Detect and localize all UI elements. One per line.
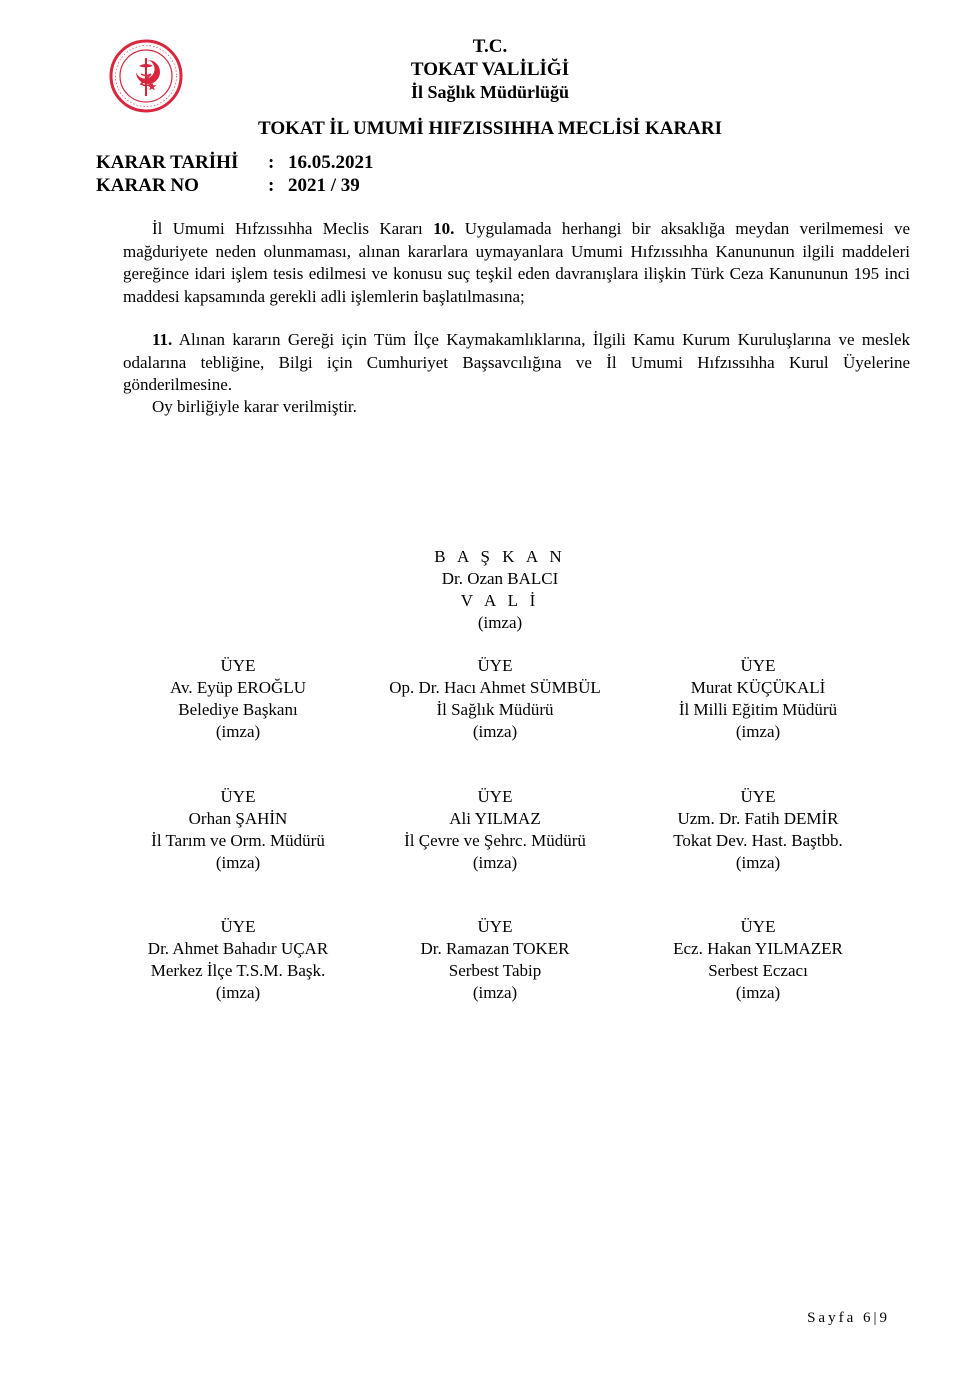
member-name: Av. Eyüp EROĞLU <box>170 678 306 697</box>
member-role: ÜYE <box>740 917 776 936</box>
member-signature-block <box>365 655 625 743</box>
member-signature-block <box>108 916 368 1004</box>
paragraph-11-text: Alınan kararın Gereği için Tüm İlçe Kaymakamlıklarına, İlgili Kamu Kurum Kuruluşlarına ve meslek odalarına tebliğine, Bilgi için Cumhuriyet Başsavcılığına ve İl Umumi Hıfzıssıhha Kurul Üyelerine gönderilmesine. <box>123 330 910 394</box>
member-title: Serbest Eczacı <box>708 961 808 980</box>
header-line-1: T.C. <box>472 36 508 57</box>
president-sign: (imza) <box>477 613 523 632</box>
paragraph-10-text: Uygulamada herhangi bir aksaklığa meydan verilmemesi ve mağduriyete neden olunmaması, alınan kararlara uymayanlara Umumi Hıfzıssıhha Kanununun ilgili maddeleri gereğince idari işlem tesis edilmesi ve konusu suç teşkil eden davranışlara ilişkin Türk Ceza Kanununun 195 inci maddesi kapsamında gerekli adli işlemlerin başlatılmasına; <box>123 219 910 306</box>
page-separator: | <box>873 1310 880 1326</box>
member-title: İl Milli Eğitim Müdürü <box>678 700 838 719</box>
member-signature-block <box>108 655 368 743</box>
unanimous-decision-text: Oy birliğiyle karar verilmiştir. <box>152 397 357 416</box>
member-signature-block <box>365 786 625 874</box>
member-signature-block <box>108 786 368 874</box>
ministry-of-health-emblem-icon <box>108 38 184 114</box>
member-name: Dr. Ramazan TOKER <box>420 939 570 958</box>
member-title: Tokat Dev. Hast. Baştbb. <box>673 831 843 850</box>
member-role: ÜYE <box>220 917 256 936</box>
member-sign: (imza) <box>735 722 781 741</box>
member-sign: (imza) <box>735 983 781 1002</box>
president-title: V A L İ <box>460 591 540 610</box>
member-sign: (imza) <box>215 722 261 741</box>
header-line-3: İl Sağlık Müdürlüğü <box>410 82 570 102</box>
member-title: Merkez İlçe T.S.M. Başk. <box>150 961 326 980</box>
member-title: Belediye Başkanı <box>178 700 298 719</box>
member-sign: (imza) <box>215 983 261 1002</box>
member-title: Serbest Tabip <box>448 961 542 980</box>
member-name: Uzm. Dr. Fatih DEMİR <box>677 809 839 828</box>
header-line-2: TOKAT VALİLİĞİ <box>410 59 570 80</box>
member-role: ÜYE <box>477 917 513 936</box>
page-current: 6 <box>862 1310 874 1326</box>
member-name: Murat KÜÇÜKALİ <box>690 678 826 697</box>
president-name: Dr. Ozan BALCI <box>441 569 559 588</box>
decision-number-separator: : <box>268 175 275 196</box>
member-name: Ecz. Hakan YILMAZER <box>673 939 843 958</box>
member-signature-block <box>628 916 888 1004</box>
decision-date-separator: : <box>268 152 275 173</box>
member-sign: (imza) <box>472 853 518 872</box>
member-role: ÜYE <box>220 656 256 675</box>
paragraph-11-number: 11. <box>152 330 173 349</box>
member-name: Op. Dr. Hacı Ahmet SÜMBÜL <box>389 678 601 697</box>
member-sign: (imza) <box>472 983 518 1002</box>
page-total: 9 <box>879 1310 890 1326</box>
page-label: Sayfa <box>807 1310 857 1326</box>
member-role: ÜYE <box>477 656 513 675</box>
decision-title: TOKAT İL UMUMİ HIFZISSIHHA MECLİSİ KARARI <box>257 118 722 139</box>
member-role: ÜYE <box>740 787 776 806</box>
member-role: ÜYE <box>477 787 513 806</box>
page-number <box>807 1310 890 1327</box>
member-signature-block <box>365 916 625 1004</box>
paragraph-11 <box>123 329 910 397</box>
member-name: Orhan ŞAHİN <box>188 809 288 828</box>
decision-number-label: KARAR NO <box>96 175 199 196</box>
member-role: ÜYE <box>220 787 256 806</box>
member-title: İl Sağlık Müdürü <box>436 700 554 719</box>
president-role: B A Ş K A N <box>434 547 566 566</box>
member-name: Dr. Ahmet Bahadır UÇAR <box>147 939 329 958</box>
president-signature-block <box>380 546 620 634</box>
member-title: İl Çevre ve Şehrc. Müdürü <box>404 831 586 850</box>
member-sign: (imza) <box>215 853 261 872</box>
paragraph-10 <box>123 218 910 308</box>
member-name: Ali YILMAZ <box>449 809 541 828</box>
paragraph-10-prefix: İl Umumi Hıfzıssıhha Meclis Kararı <box>152 219 434 238</box>
paragraph-10-number: 10. <box>433 219 455 238</box>
decision-number-value: 2021 / 39 <box>288 175 360 196</box>
member-role: ÜYE <box>740 656 776 675</box>
member-sign: (imza) <box>735 853 781 872</box>
decision-date-value: 16.05.2021 <box>288 152 374 173</box>
member-signature-block <box>628 786 888 874</box>
decision-date-label: KARAR TARİHİ <box>96 152 239 173</box>
member-signature-block <box>628 655 888 743</box>
member-sign: (imza) <box>472 722 518 741</box>
member-title: İl Tarım ve Orm. Müdürü <box>151 831 325 850</box>
